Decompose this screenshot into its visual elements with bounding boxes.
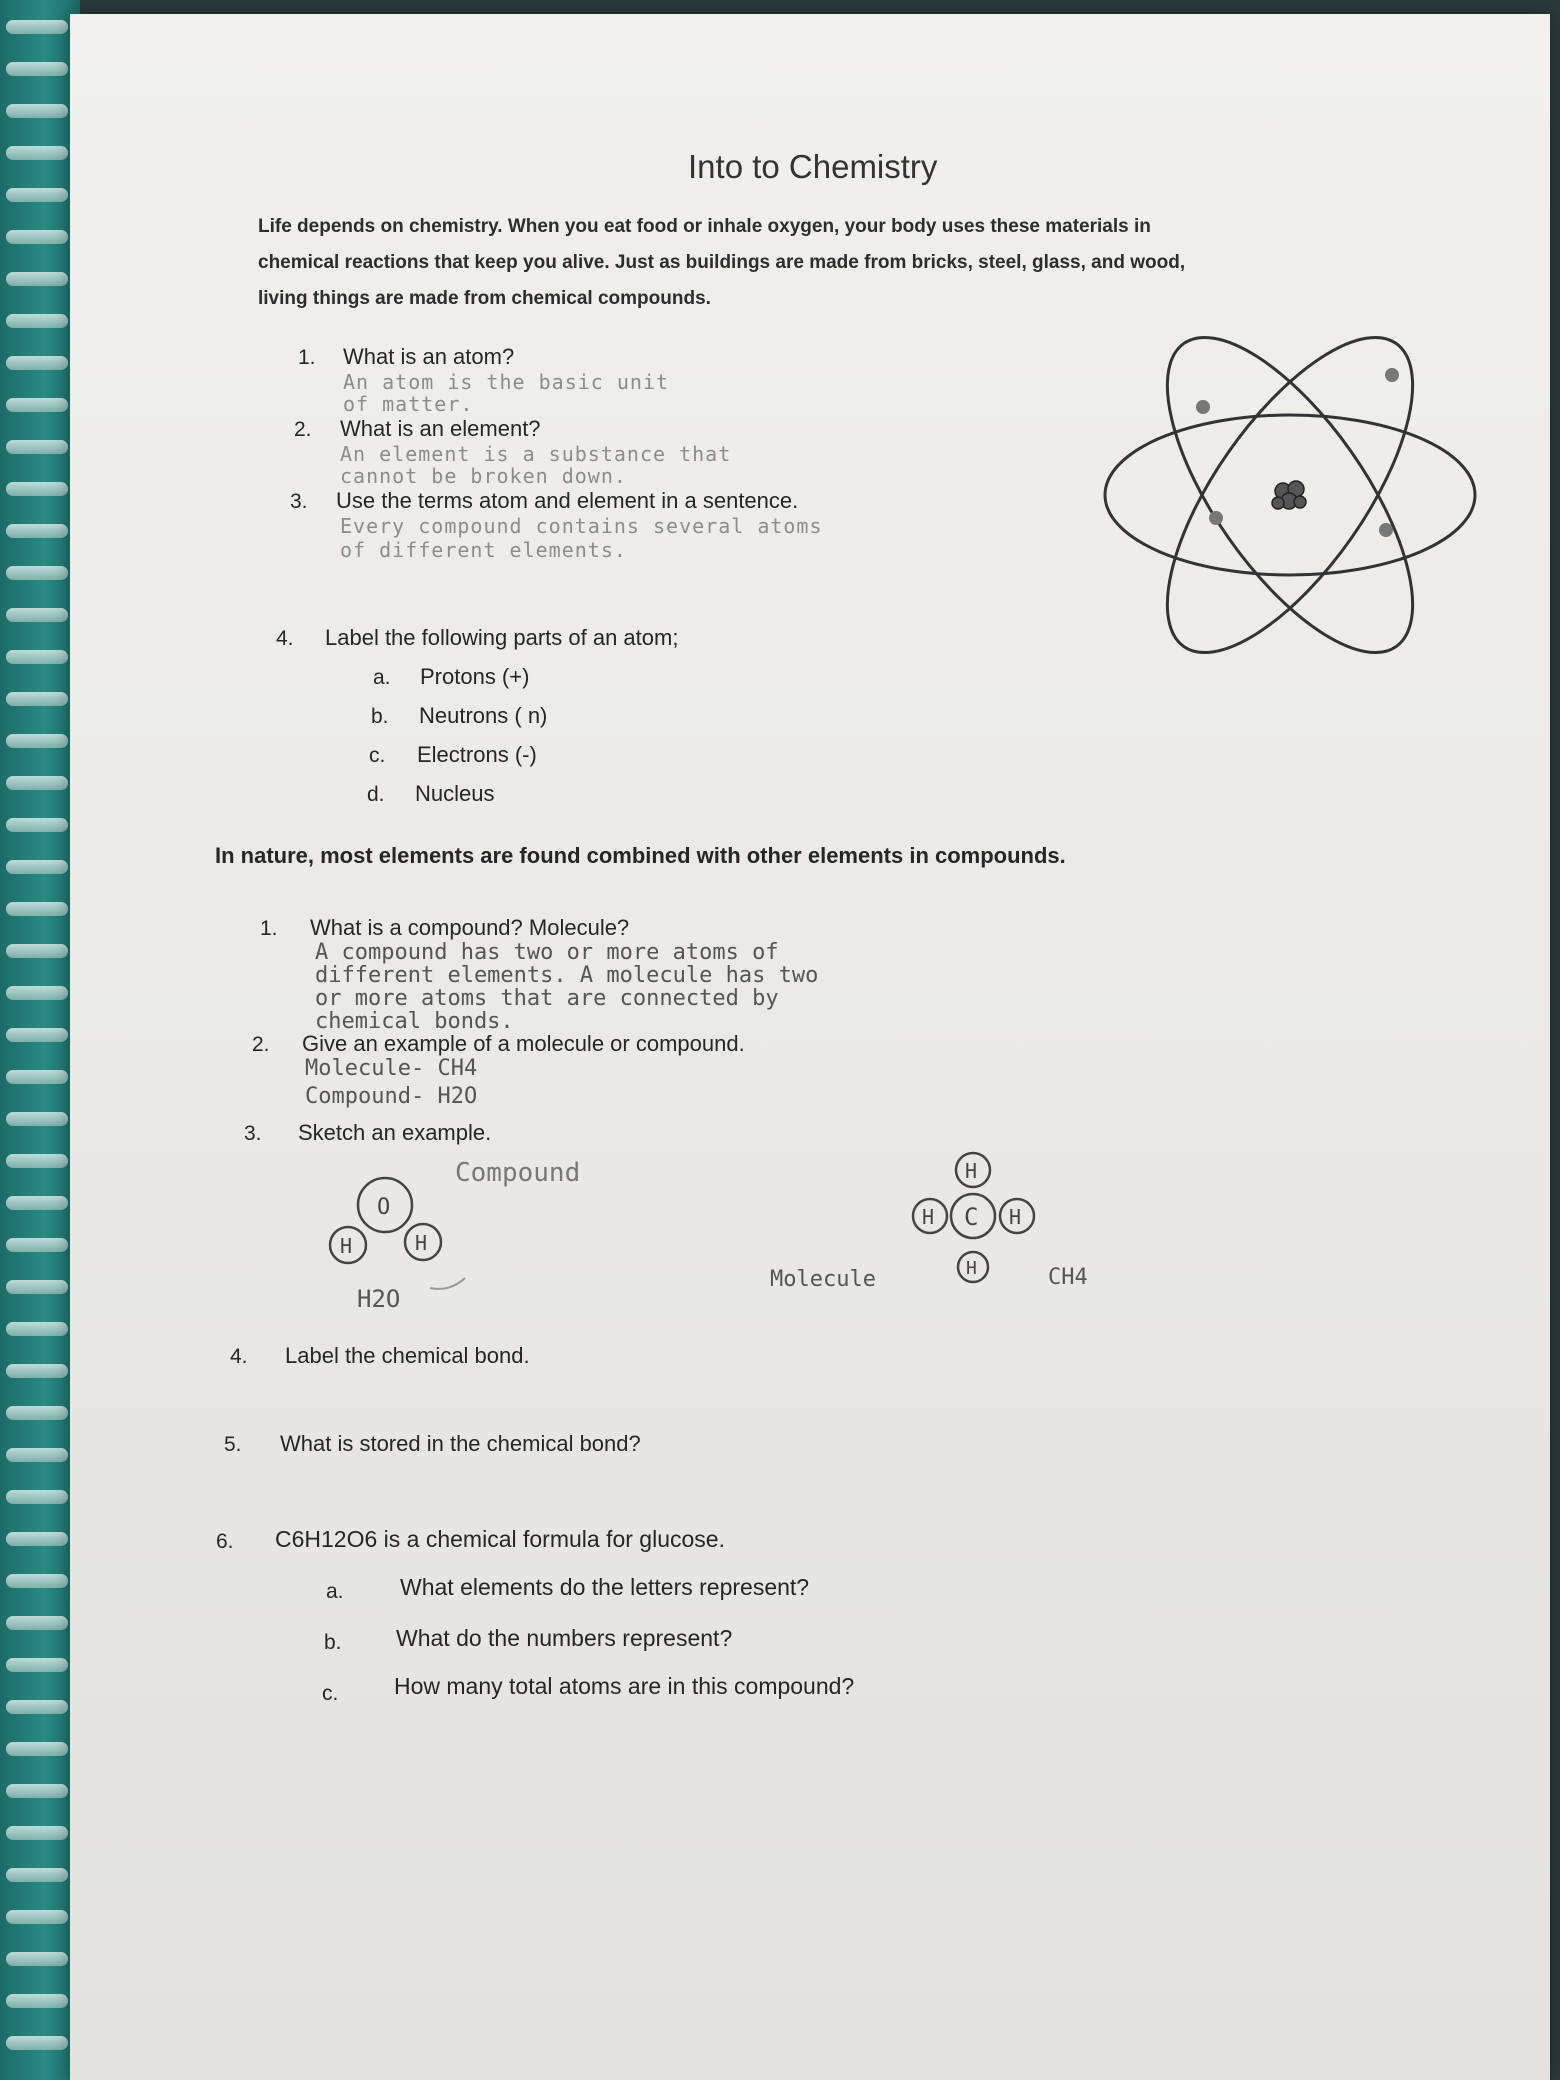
nature-statement: In nature, most elements are found combined with other elements in compounds. [215, 843, 1066, 868]
q2-answer-line-2: cannot be broken down. [340, 464, 627, 488]
intro-line-1: Life depends on chemistry. When you eat food or inhale oxygen, your body uses these materials in [258, 216, 1151, 237]
molecule-label: Molecule [770, 1267, 876, 1292]
spiral-coil [6, 902, 68, 916]
hydrogen-letter-top: H [965, 1159, 978, 1183]
q4-item-b-letter: b. [371, 705, 389, 728]
hydrogen-letter-left: H [340, 1234, 353, 1258]
spiral-coil [6, 734, 68, 748]
spiral-coil [6, 272, 68, 286]
spiral-coil [6, 1490, 68, 1504]
hydrogen-letter-bottom: H [966, 1258, 977, 1279]
hydrogen-letter-right: H [1009, 1205, 1022, 1229]
spiral-coil [6, 1784, 68, 1798]
spiral-coil [6, 692, 68, 706]
spiral-coil [6, 1364, 68, 1378]
spiral-coil [6, 1070, 68, 1084]
spiral-coil [6, 440, 68, 454]
intro-line-2: chemical reactions that keep you alive. Just as buildings are made from bricks, steel, glass, and wood, [258, 252, 1186, 273]
q4-item-a-letter: a. [373, 666, 391, 689]
spiral-coil [6, 1154, 68, 1168]
spiral-coil [6, 1910, 68, 1924]
s2-q5-number: 5. [224, 1433, 242, 1456]
s2-q3-text: Sketch an example. [298, 1120, 492, 1145]
spiral-coil [6, 944, 68, 958]
carbon-letter: C [964, 1203, 979, 1231]
s2-q6-text: C6H12O6 is a chemical formula for glucose. [275, 1526, 725, 1552]
spiral-coil [6, 188, 68, 202]
s2-q4-text: Label the chemical bond. [285, 1343, 530, 1368]
s2-q1-answer-line-3: or more atoms that are connected by [315, 986, 779, 1011]
s2-q1-number: 1. [260, 917, 278, 940]
q2-number: 2. [294, 418, 312, 441]
s2-q1-answer-line-1: A compound has two or more atoms of [315, 940, 779, 965]
s2-q2-answer-line-2: Compound- H2O [305, 1084, 478, 1109]
q1-text: What is an atom? [343, 344, 515, 369]
spiral-coil [6, 1196, 68, 1210]
page-title: Into to Chemistry [688, 148, 938, 185]
spiral-coil [6, 1616, 68, 1630]
s2-q4-number: 4. [230, 1345, 248, 1368]
spiral-coil [6, 2036, 68, 2050]
q3-text: Use the terms atom and element in a sentence. [336, 488, 799, 513]
spiral-coil [6, 776, 68, 790]
spiral-coil [6, 1952, 68, 1966]
q3-answer-line-2: of different elements. [340, 538, 627, 562]
spiral-coil [6, 314, 68, 328]
s2-q6-item-c-letter: c. [322, 1682, 339, 1705]
q4-text: Label the following parts of an atom; [325, 625, 679, 650]
spiral-coil [6, 356, 68, 370]
spiral-coil [6, 986, 68, 1000]
spiral-coil [6, 1868, 68, 1882]
q4-item-a-text: Protons (+) [420, 664, 530, 689]
q4-item-d-text: Nucleus [415, 781, 495, 806]
spiral-coil [6, 1700, 68, 1714]
s2-q6-item-a-text: What elements do the letters represent? [400, 1574, 810, 1600]
spiral-coil [6, 1112, 68, 1126]
spiral-coil [6, 1406, 68, 1420]
spiral-coil [6, 1742, 68, 1756]
spiral-coil [6, 524, 68, 538]
spiral-coil [6, 1448, 68, 1462]
methane-formula: CH4 [1048, 1265, 1088, 1290]
spiral-coil [6, 104, 68, 118]
q4-item-c-text: Electrons (-) [417, 742, 537, 767]
hydrogen-letter-left: H [922, 1205, 935, 1229]
spiral-coil [6, 1574, 68, 1588]
spiral-coil [6, 1280, 68, 1294]
electron-2 [1385, 368, 1399, 382]
water-formula: H2O [357, 1285, 401, 1313]
q4-item-c-letter: c. [369, 744, 386, 767]
s2-q1-text: What is a compound? Molecule? [310, 915, 630, 940]
q1-answer-line-2: of matter. [343, 392, 474, 416]
q4-item-b-text: Neutrons ( n) [419, 703, 548, 728]
s2-q5-text: What is stored in the chemical bond? [280, 1431, 641, 1456]
s2-q6-item-a-letter: a. [326, 1580, 344, 1603]
s2-q6-number: 6. [216, 1530, 234, 1553]
spiral-coil [6, 20, 68, 34]
s2-q6-item-b-text: What do the numbers represent? [396, 1625, 733, 1651]
spiral-coil [6, 1994, 68, 2008]
compound-label: Compound [455, 1158, 581, 1188]
q4-number: 4. [276, 627, 294, 650]
notebook-spiral [0, 0, 80, 2080]
spiral-coil [6, 1322, 68, 1336]
q4-item-d-letter: d. [367, 783, 385, 806]
intro-line-3: living things are made from chemical compounds. [258, 288, 711, 309]
spiral-coil [6, 482, 68, 496]
electron-3 [1209, 511, 1223, 525]
s2-q1-answer-line-4: chemical bonds. [315, 1009, 514, 1034]
spiral-coil [6, 860, 68, 874]
spiral-coil [6, 398, 68, 412]
q3-number: 3. [290, 490, 308, 513]
q3-answer-line-1: Every compound contains several atoms [340, 514, 823, 538]
s2-q2-text: Give an example of a molecule or compound. [302, 1031, 745, 1056]
methane-sketch [880, 1140, 1050, 1310]
q1-number: 1. [298, 346, 316, 369]
spiral-coil [6, 1826, 68, 1840]
s2-q6-item-c-text: How many total atoms are in this compound? [394, 1673, 855, 1699]
nucleus [1272, 481, 1306, 509]
s2-q3-number: 3. [244, 1122, 262, 1145]
s2-q6-item-b-letter: b. [324, 1631, 342, 1654]
spiral-coil [6, 566, 68, 580]
s2-q2-answer-line-1: Molecule- CH4 [305, 1056, 478, 1081]
electron-4 [1379, 523, 1393, 537]
electron-1 [1196, 400, 1210, 414]
spiral-coil [6, 1532, 68, 1546]
q1-answer-line-1: An atom is the basic unit [343, 370, 670, 394]
spiral-coil [6, 818, 68, 832]
spiral-coil [6, 146, 68, 160]
q2-text: What is an element? [340, 416, 541, 441]
spiral-coil [6, 608, 68, 622]
spiral-coil [6, 1658, 68, 1672]
spiral-coil [6, 650, 68, 664]
s2-q1-answer-line-2: different elements. A molecule has two [315, 963, 819, 988]
hydrogen-letter-right: H [415, 1231, 428, 1255]
atom-diagram [1100, 315, 1480, 680]
q2-answer-line-1: An element is a substance that [340, 442, 732, 466]
spiral-coil [6, 62, 68, 76]
s2-q2-number: 2. [252, 1033, 270, 1056]
spiral-coil [6, 230, 68, 244]
oxygen-letter: O [377, 1195, 391, 1220]
spiral-coil [6, 1238, 68, 1252]
spiral-coil [6, 1028, 68, 1042]
